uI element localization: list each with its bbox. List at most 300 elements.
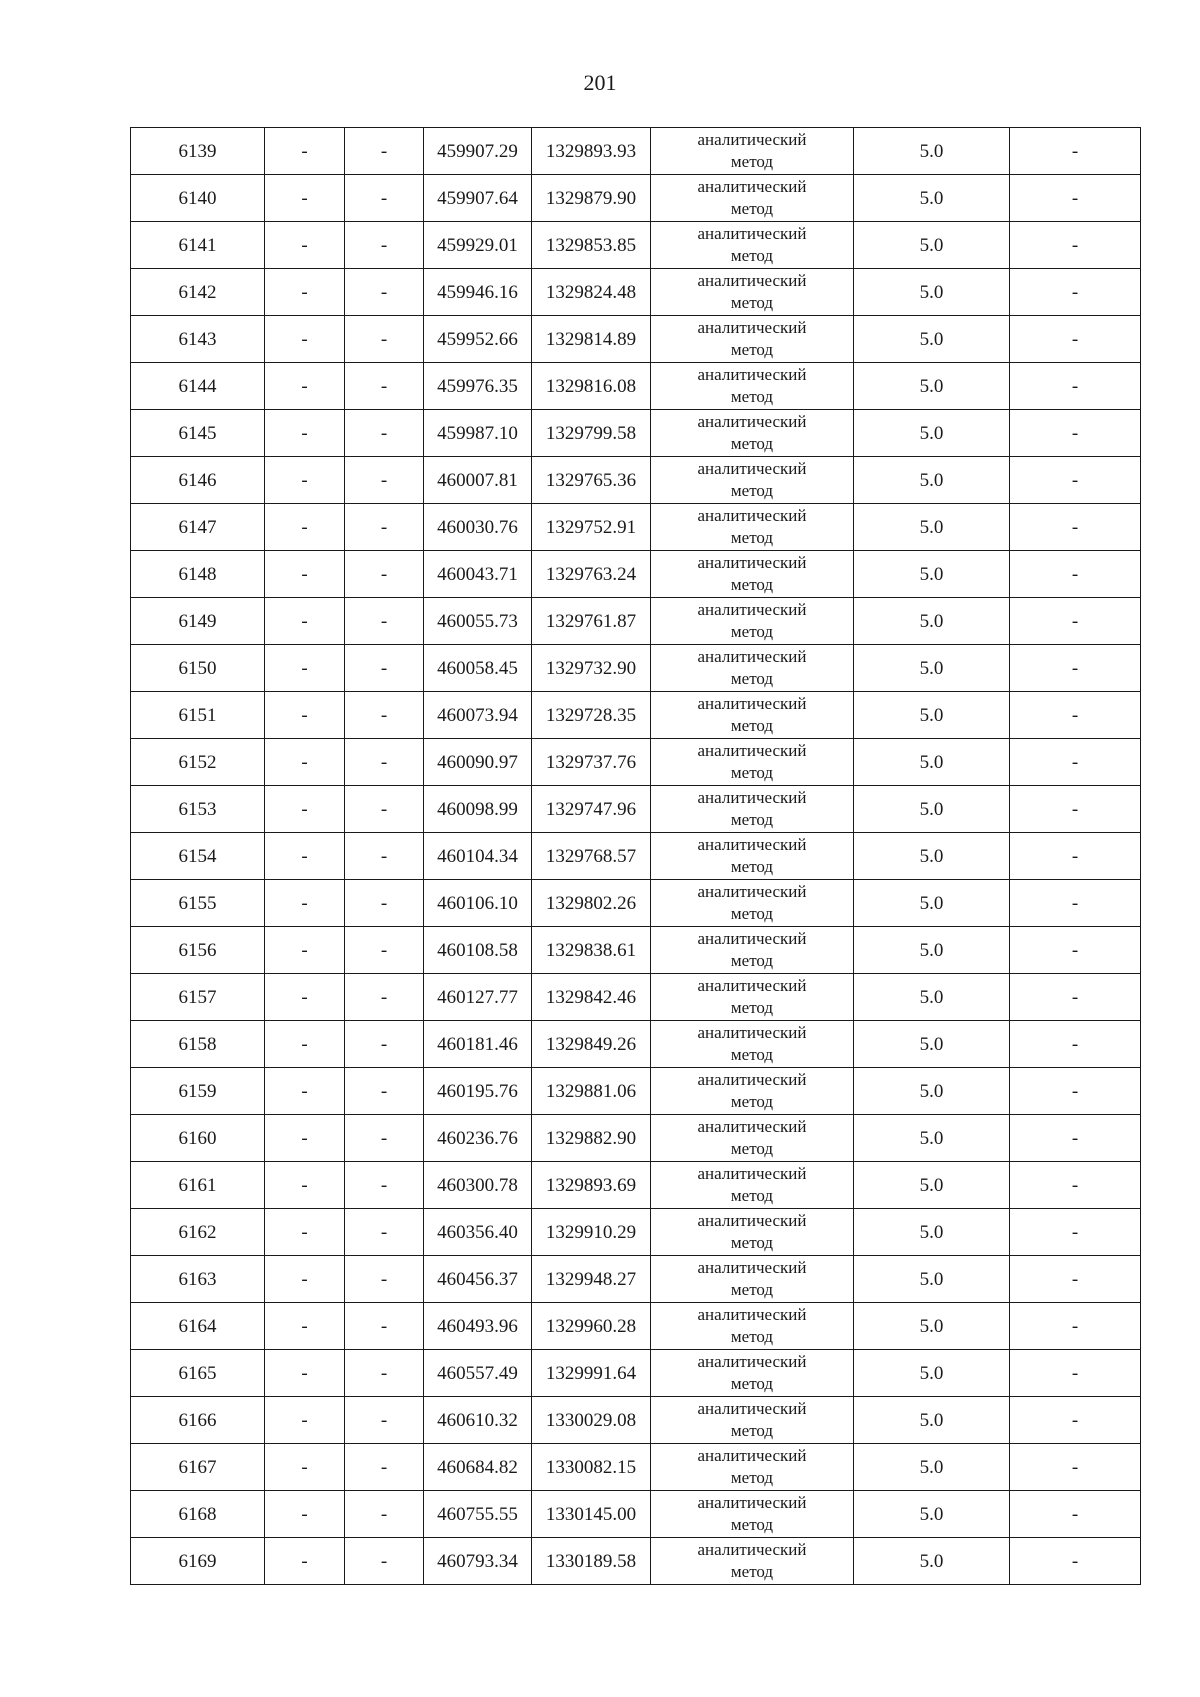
method-cell bbox=[651, 598, 854, 645]
dash-cell: - bbox=[345, 598, 424, 645]
method-cell bbox=[651, 974, 854, 1021]
method-text: аналитический bbox=[697, 1211, 807, 1230]
method-text: аналитический bbox=[697, 224, 807, 243]
accuracy-cell: 5.0 bbox=[854, 1491, 1010, 1538]
method-text: метод bbox=[730, 434, 774, 453]
x-coordinate-cell: 459907.64 bbox=[424, 175, 532, 222]
dash-cell: - bbox=[1010, 739, 1141, 786]
dash-cell: - bbox=[1010, 316, 1141, 363]
method-text: аналитический bbox=[697, 365, 807, 384]
dash-cell: - bbox=[1010, 1021, 1141, 1068]
dash-cell: - bbox=[345, 1021, 424, 1068]
method-text: метод bbox=[730, 481, 774, 500]
accuracy-cell: 5.0 bbox=[854, 786, 1010, 833]
dash-cell: - bbox=[345, 786, 424, 833]
method-text: метод bbox=[730, 1421, 774, 1440]
point-number-cell: 6160 bbox=[131, 1115, 265, 1162]
dash-cell: - bbox=[265, 1256, 345, 1303]
method-text: метод bbox=[730, 1139, 774, 1158]
table-row bbox=[131, 1303, 1141, 1350]
dash-cell: - bbox=[1010, 551, 1141, 598]
dash-cell: - bbox=[265, 786, 345, 833]
method-cell bbox=[651, 410, 854, 457]
method-text: аналитический bbox=[697, 976, 807, 995]
method-text: аналитический bbox=[697, 694, 807, 713]
dash-cell: - bbox=[345, 316, 424, 363]
point-number-cell: 6151 bbox=[131, 692, 265, 739]
dash-cell: - bbox=[345, 410, 424, 457]
method-text: метод bbox=[730, 1280, 774, 1299]
method-cell bbox=[651, 645, 854, 692]
point-number-cell: 6140 bbox=[131, 175, 265, 222]
y-coordinate-cell: 1329799.58 bbox=[532, 410, 651, 457]
method-text: метод bbox=[730, 199, 774, 218]
method-text: аналитический bbox=[697, 318, 807, 337]
table-row bbox=[131, 175, 1141, 222]
dash-cell: - bbox=[345, 1303, 424, 1350]
accuracy-cell: 5.0 bbox=[854, 1209, 1010, 1256]
table-row bbox=[131, 316, 1141, 363]
dash-cell: - bbox=[1010, 880, 1141, 927]
dash-cell: - bbox=[265, 1397, 345, 1444]
point-number-cell: 6165 bbox=[131, 1350, 265, 1397]
dash-cell: - bbox=[265, 222, 345, 269]
method-text: метод bbox=[730, 246, 774, 265]
dash-cell: - bbox=[1010, 1350, 1141, 1397]
accuracy-cell: 5.0 bbox=[854, 551, 1010, 598]
table-row bbox=[131, 786, 1141, 833]
method-cell bbox=[651, 1162, 854, 1209]
accuracy-cell: 5.0 bbox=[854, 833, 1010, 880]
method-cell bbox=[651, 269, 854, 316]
accuracy-cell: 5.0 bbox=[854, 1538, 1010, 1585]
table-row bbox=[131, 1068, 1141, 1115]
point-number-cell: 6141 bbox=[131, 222, 265, 269]
method-text: аналитический bbox=[697, 929, 807, 948]
x-coordinate-cell: 460104.34 bbox=[424, 833, 532, 880]
dash-cell: - bbox=[265, 1444, 345, 1491]
dash-cell: - bbox=[265, 1209, 345, 1256]
dash-cell: - bbox=[265, 128, 345, 175]
x-coordinate-cell: 460098.99 bbox=[424, 786, 532, 833]
method-text: метод bbox=[730, 1468, 774, 1487]
method-cell bbox=[651, 739, 854, 786]
table-row bbox=[131, 1491, 1141, 1538]
method-cell bbox=[651, 1491, 854, 1538]
table-row bbox=[131, 363, 1141, 410]
method-text: аналитический bbox=[697, 882, 807, 901]
method-text: метод bbox=[730, 998, 774, 1017]
dash-cell: - bbox=[1010, 1256, 1141, 1303]
table-row bbox=[131, 739, 1141, 786]
point-number-cell: 6163 bbox=[131, 1256, 265, 1303]
method-text: метод bbox=[730, 340, 774, 359]
x-coordinate-cell: 460610.32 bbox=[424, 1397, 532, 1444]
dash-cell: - bbox=[265, 1538, 345, 1585]
dash-cell: - bbox=[345, 128, 424, 175]
method-cell bbox=[651, 1021, 854, 1068]
method-text: аналитический bbox=[697, 1399, 807, 1418]
method-text: метод bbox=[730, 1327, 774, 1346]
method-cell bbox=[651, 1303, 854, 1350]
dash-cell: - bbox=[1010, 457, 1141, 504]
dash-cell: - bbox=[345, 1256, 424, 1303]
x-coordinate-cell: 460356.40 bbox=[424, 1209, 532, 1256]
y-coordinate-cell: 1329802.26 bbox=[532, 880, 651, 927]
table-row bbox=[131, 551, 1141, 598]
method-cell bbox=[651, 175, 854, 222]
x-coordinate-cell: 460007.81 bbox=[424, 457, 532, 504]
table-row bbox=[131, 1021, 1141, 1068]
dash-cell: - bbox=[1010, 927, 1141, 974]
dash-cell: - bbox=[1010, 410, 1141, 457]
x-coordinate-cell: 460557.49 bbox=[424, 1350, 532, 1397]
table-row bbox=[131, 1115, 1141, 1162]
dash-cell: - bbox=[345, 880, 424, 927]
point-number-cell: 6150 bbox=[131, 645, 265, 692]
method-cell bbox=[651, 457, 854, 504]
dash-cell: - bbox=[345, 833, 424, 880]
dash-cell: - bbox=[345, 692, 424, 739]
method-cell bbox=[651, 692, 854, 739]
accuracy-cell: 5.0 bbox=[854, 1162, 1010, 1209]
dash-cell: - bbox=[265, 1350, 345, 1397]
method-text: аналитический bbox=[697, 788, 807, 807]
dash-cell: - bbox=[1010, 1162, 1141, 1209]
dash-cell: - bbox=[1010, 363, 1141, 410]
dash-cell: - bbox=[1010, 1491, 1141, 1538]
accuracy-cell: 5.0 bbox=[854, 504, 1010, 551]
y-coordinate-cell: 1329960.28 bbox=[532, 1303, 651, 1350]
dash-cell: - bbox=[265, 1491, 345, 1538]
accuracy-cell: 5.0 bbox=[854, 363, 1010, 410]
accuracy-cell: 5.0 bbox=[854, 222, 1010, 269]
dash-cell: - bbox=[1010, 786, 1141, 833]
dash-cell: - bbox=[265, 1021, 345, 1068]
dash-cell: - bbox=[265, 1303, 345, 1350]
table-row bbox=[131, 927, 1141, 974]
method-cell bbox=[651, 504, 854, 551]
y-coordinate-cell: 1329882.90 bbox=[532, 1115, 651, 1162]
x-coordinate-cell: 460755.55 bbox=[424, 1491, 532, 1538]
dash-cell: - bbox=[1010, 598, 1141, 645]
table-row bbox=[131, 410, 1141, 457]
method-text: метод bbox=[730, 810, 774, 829]
y-coordinate-cell: 1329765.36 bbox=[532, 457, 651, 504]
x-coordinate-cell: 459987.10 bbox=[424, 410, 532, 457]
y-coordinate-cell: 1329881.06 bbox=[532, 1068, 651, 1115]
dash-cell: - bbox=[1010, 504, 1141, 551]
table-row bbox=[131, 833, 1141, 880]
method-text: метод bbox=[730, 387, 774, 406]
accuracy-cell: 5.0 bbox=[854, 410, 1010, 457]
point-number-cell: 6169 bbox=[131, 1538, 265, 1585]
method-text: аналитический bbox=[697, 271, 807, 290]
table-row bbox=[131, 1397, 1141, 1444]
dash-cell: - bbox=[345, 1209, 424, 1256]
method-text: аналитический bbox=[697, 741, 807, 760]
method-text: метод bbox=[730, 1374, 774, 1393]
y-coordinate-cell: 1329879.90 bbox=[532, 175, 651, 222]
dash-cell: - bbox=[1010, 269, 1141, 316]
x-coordinate-cell: 460195.76 bbox=[424, 1068, 532, 1115]
table-row bbox=[131, 692, 1141, 739]
dash-cell: - bbox=[265, 410, 345, 457]
method-text: метод bbox=[730, 669, 774, 688]
x-coordinate-cell: 459976.35 bbox=[424, 363, 532, 410]
y-coordinate-cell: 1329732.90 bbox=[532, 645, 651, 692]
point-number-cell: 6157 bbox=[131, 974, 265, 1021]
method-text: метод bbox=[730, 904, 774, 923]
method-text: аналитический bbox=[697, 506, 807, 525]
accuracy-cell: 5.0 bbox=[854, 692, 1010, 739]
x-coordinate-cell: 460058.45 bbox=[424, 645, 532, 692]
x-coordinate-cell: 460493.96 bbox=[424, 1303, 532, 1350]
accuracy-cell: 5.0 bbox=[854, 269, 1010, 316]
method-text: аналитический bbox=[697, 1164, 807, 1183]
method-text: аналитический bbox=[697, 1540, 807, 1559]
table-row bbox=[131, 598, 1141, 645]
accuracy-cell: 5.0 bbox=[854, 927, 1010, 974]
dash-cell: - bbox=[265, 645, 345, 692]
table-row bbox=[131, 1209, 1141, 1256]
dash-cell: - bbox=[265, 504, 345, 551]
dash-cell: - bbox=[345, 1491, 424, 1538]
point-number-cell: 6143 bbox=[131, 316, 265, 363]
point-number-cell: 6168 bbox=[131, 1491, 265, 1538]
dash-cell: - bbox=[345, 1068, 424, 1115]
x-coordinate-cell: 459946.16 bbox=[424, 269, 532, 316]
dash-cell: - bbox=[1010, 1303, 1141, 1350]
x-coordinate-cell: 460793.34 bbox=[424, 1538, 532, 1585]
method-text: аналитический bbox=[697, 1258, 807, 1277]
dash-cell: - bbox=[1010, 175, 1141, 222]
method-cell bbox=[651, 1209, 854, 1256]
accuracy-cell: 5.0 bbox=[854, 1256, 1010, 1303]
dash-cell: - bbox=[265, 175, 345, 222]
dash-cell: - bbox=[265, 1068, 345, 1115]
x-coordinate-cell: 460106.10 bbox=[424, 880, 532, 927]
y-coordinate-cell: 1329816.08 bbox=[532, 363, 651, 410]
x-coordinate-cell: 460108.58 bbox=[424, 927, 532, 974]
x-coordinate-cell: 460055.73 bbox=[424, 598, 532, 645]
dash-cell: - bbox=[345, 1538, 424, 1585]
method-cell bbox=[651, 927, 854, 974]
method-cell bbox=[651, 1115, 854, 1162]
point-number-cell: 6144 bbox=[131, 363, 265, 410]
method-text: метод bbox=[730, 763, 774, 782]
method-text: метод bbox=[730, 1562, 774, 1581]
dash-cell: - bbox=[1010, 974, 1141, 1021]
accuracy-cell: 5.0 bbox=[854, 175, 1010, 222]
dash-cell: - bbox=[345, 1162, 424, 1209]
point-number-cell: 6164 bbox=[131, 1303, 265, 1350]
method-text: метод bbox=[730, 293, 774, 312]
dash-cell: - bbox=[1010, 1397, 1141, 1444]
dash-cell: - bbox=[345, 1350, 424, 1397]
dash-cell: - bbox=[1010, 222, 1141, 269]
method-text: аналитический bbox=[697, 459, 807, 478]
point-number-cell: 6161 bbox=[131, 1162, 265, 1209]
y-coordinate-cell: 1330029.08 bbox=[532, 1397, 651, 1444]
coordinates-table bbox=[130, 127, 1141, 1585]
method-text: аналитический bbox=[697, 412, 807, 431]
dash-cell: - bbox=[345, 1115, 424, 1162]
y-coordinate-cell: 1329893.93 bbox=[532, 128, 651, 175]
method-cell bbox=[651, 1538, 854, 1585]
y-coordinate-cell: 1330189.58 bbox=[532, 1538, 651, 1585]
dash-cell: - bbox=[345, 1444, 424, 1491]
point-number-cell: 6154 bbox=[131, 833, 265, 880]
table-body bbox=[131, 128, 1141, 1585]
point-number-cell: 6162 bbox=[131, 1209, 265, 1256]
table-row bbox=[131, 1162, 1141, 1209]
table-row bbox=[131, 128, 1141, 175]
point-number-cell: 6148 bbox=[131, 551, 265, 598]
dash-cell: - bbox=[1010, 1115, 1141, 1162]
method-text: аналитический bbox=[697, 553, 807, 572]
accuracy-cell: 5.0 bbox=[854, 1303, 1010, 1350]
method-text: метод bbox=[730, 951, 774, 970]
y-coordinate-cell: 1329948.27 bbox=[532, 1256, 651, 1303]
dash-cell: - bbox=[265, 927, 345, 974]
y-coordinate-cell: 1329747.96 bbox=[532, 786, 651, 833]
y-coordinate-cell: 1330145.00 bbox=[532, 1491, 651, 1538]
method-cell bbox=[651, 222, 854, 269]
point-number-cell: 6147 bbox=[131, 504, 265, 551]
table-row bbox=[131, 1444, 1141, 1491]
accuracy-cell: 5.0 bbox=[854, 316, 1010, 363]
method-cell bbox=[651, 880, 854, 927]
y-coordinate-cell: 1329737.76 bbox=[532, 739, 651, 786]
point-number-cell: 6166 bbox=[131, 1397, 265, 1444]
dash-cell: - bbox=[345, 974, 424, 1021]
y-coordinate-cell: 1330082.15 bbox=[532, 1444, 651, 1491]
method-text: аналитический bbox=[697, 1117, 807, 1136]
accuracy-cell: 5.0 bbox=[854, 1021, 1010, 1068]
dash-cell: - bbox=[345, 175, 424, 222]
point-number-cell: 6145 bbox=[131, 410, 265, 457]
x-coordinate-cell: 460181.46 bbox=[424, 1021, 532, 1068]
dash-cell: - bbox=[345, 363, 424, 410]
y-coordinate-cell: 1329991.64 bbox=[532, 1350, 651, 1397]
dash-cell: - bbox=[345, 645, 424, 692]
dash-cell: - bbox=[345, 504, 424, 551]
y-coordinate-cell: 1329728.35 bbox=[532, 692, 651, 739]
dash-cell: - bbox=[265, 269, 345, 316]
method-text: метод bbox=[730, 1092, 774, 1111]
point-number-cell: 6139 bbox=[131, 128, 265, 175]
method-cell bbox=[651, 316, 854, 363]
method-cell bbox=[651, 1068, 854, 1115]
method-cell bbox=[651, 1444, 854, 1491]
dash-cell: - bbox=[265, 880, 345, 927]
dash-cell: - bbox=[265, 1115, 345, 1162]
y-coordinate-cell: 1329763.24 bbox=[532, 551, 651, 598]
method-cell bbox=[651, 363, 854, 410]
accuracy-cell: 5.0 bbox=[854, 1350, 1010, 1397]
table-row bbox=[131, 222, 1141, 269]
dash-cell: - bbox=[265, 739, 345, 786]
point-number-cell: 6167 bbox=[131, 1444, 265, 1491]
dash-cell: - bbox=[345, 1397, 424, 1444]
y-coordinate-cell: 1329768.57 bbox=[532, 833, 651, 880]
point-number-cell: 6152 bbox=[131, 739, 265, 786]
method-cell bbox=[651, 786, 854, 833]
method-text: метод bbox=[730, 1186, 774, 1205]
x-coordinate-cell: 460684.82 bbox=[424, 1444, 532, 1491]
table-row bbox=[131, 504, 1141, 551]
method-cell bbox=[651, 1397, 854, 1444]
table-row bbox=[131, 457, 1141, 504]
method-text: аналитический bbox=[697, 130, 807, 149]
y-coordinate-cell: 1329761.87 bbox=[532, 598, 651, 645]
y-coordinate-cell: 1329814.89 bbox=[532, 316, 651, 363]
dash-cell: - bbox=[345, 457, 424, 504]
accuracy-cell: 5.0 bbox=[854, 880, 1010, 927]
method-text: метод bbox=[730, 1045, 774, 1064]
method-text: метод bbox=[730, 622, 774, 641]
dash-cell: - bbox=[265, 551, 345, 598]
page-number: 201 bbox=[583, 70, 617, 95]
point-number-cell: 6146 bbox=[131, 457, 265, 504]
dash-cell: - bbox=[1010, 645, 1141, 692]
table-row bbox=[131, 269, 1141, 316]
x-coordinate-cell: 460300.78 bbox=[424, 1162, 532, 1209]
point-number-cell: 6156 bbox=[131, 927, 265, 974]
method-cell bbox=[651, 128, 854, 175]
method-text: аналитический bbox=[697, 600, 807, 619]
accuracy-cell: 5.0 bbox=[854, 974, 1010, 1021]
method-text: аналитический bbox=[697, 1023, 807, 1042]
table-row bbox=[131, 1538, 1141, 1585]
accuracy-cell: 5.0 bbox=[854, 739, 1010, 786]
accuracy-cell: 5.0 bbox=[854, 1397, 1010, 1444]
x-coordinate-cell: 460236.76 bbox=[424, 1115, 532, 1162]
dash-cell: - bbox=[265, 833, 345, 880]
y-coordinate-cell: 1329910.29 bbox=[532, 1209, 651, 1256]
dash-cell: - bbox=[1010, 1538, 1141, 1585]
accuracy-cell: 5.0 bbox=[854, 598, 1010, 645]
y-coordinate-cell: 1329853.85 bbox=[532, 222, 651, 269]
method-text: метод bbox=[730, 1233, 774, 1252]
y-coordinate-cell: 1329838.61 bbox=[532, 927, 651, 974]
point-number-cell: 6149 bbox=[131, 598, 265, 645]
x-coordinate-cell: 460127.77 bbox=[424, 974, 532, 1021]
method-text: аналитический bbox=[697, 1493, 807, 1512]
method-text: метод bbox=[730, 1515, 774, 1534]
point-number-cell: 6159 bbox=[131, 1068, 265, 1115]
y-coordinate-cell: 1329842.46 bbox=[532, 974, 651, 1021]
method-cell bbox=[651, 1256, 854, 1303]
x-coordinate-cell: 460073.94 bbox=[424, 692, 532, 739]
method-text: метод bbox=[730, 152, 774, 171]
accuracy-cell: 5.0 bbox=[854, 1115, 1010, 1162]
dash-cell: - bbox=[1010, 1209, 1141, 1256]
method-text: метод bbox=[730, 857, 774, 876]
dash-cell: - bbox=[345, 269, 424, 316]
y-coordinate-cell: 1329824.48 bbox=[532, 269, 651, 316]
point-number-cell: 6155 bbox=[131, 880, 265, 927]
dash-cell: - bbox=[1010, 1444, 1141, 1491]
method-text: аналитический bbox=[697, 177, 807, 196]
accuracy-cell: 5.0 bbox=[854, 1444, 1010, 1491]
dash-cell: - bbox=[265, 363, 345, 410]
x-coordinate-cell: 460090.97 bbox=[424, 739, 532, 786]
accuracy-cell: 5.0 bbox=[854, 457, 1010, 504]
table-row bbox=[131, 880, 1141, 927]
method-text: аналитический bbox=[697, 1070, 807, 1089]
